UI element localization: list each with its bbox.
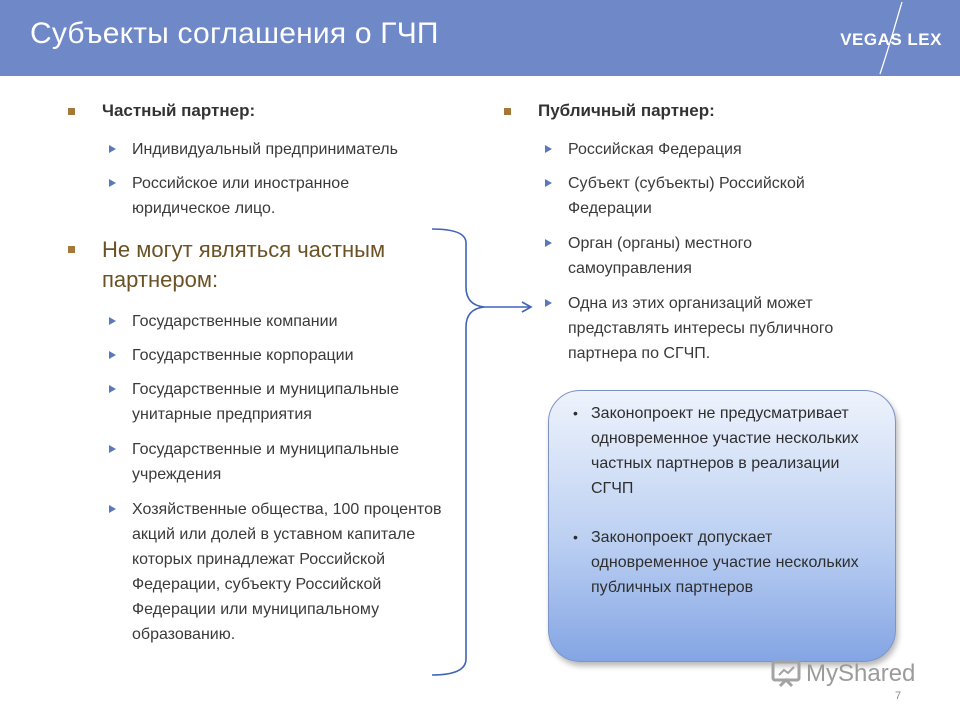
private-partner-heading: Частный партнер:: [66, 100, 466, 122]
private-partner-list: [66, 137, 466, 221]
list-item: • Законопроект допускает одновременное участие нескольких публичных партнеров: [573, 525, 871, 600]
cannot-be-heading: Не могут являться частным партнером:: [66, 235, 402, 295]
triangle-bullet-icon: [545, 145, 552, 153]
list-item: Орган (органы) местного самоуправления: [502, 231, 808, 281]
presentation-icon: [770, 656, 804, 690]
cannot-be-list: [66, 309, 466, 647]
list-item: Государственные и муниципальные унитарные предприятия: [66, 377, 462, 427]
triangle-bullet-icon: [109, 317, 116, 325]
public-partner-heading: Публичный партнер:: [502, 100, 902, 122]
bullet-dot-icon: •: [573, 529, 578, 545]
page-number: 7: [895, 690, 902, 702]
list-item: • Законопроект не предусматривает одновременное участие нескольких частных партнеров в реализации СГЧП: [573, 401, 871, 501]
square-bullet-icon: [504, 108, 511, 115]
slide-header: [0, 0, 960, 76]
list-item: Одна из этих организаций может представлять интересы публичного партнера по СГЧП.: [502, 291, 898, 366]
list-item: Государственные и муниципальные учреждения: [66, 437, 462, 487]
square-bullet-icon: [68, 246, 75, 253]
watermark: MyShared: [806, 660, 916, 687]
left-column: [66, 100, 466, 647]
triangle-bullet-icon: [109, 445, 116, 453]
callout-box: [548, 390, 896, 662]
triangle-bullet-icon: [109, 179, 116, 187]
list-item: Российская Федерация: [502, 137, 902, 162]
public-partner-list: [502, 137, 902, 366]
company-logo: VEGAS LEX: [840, 30, 942, 49]
list-item: Российское или иностранное юридическое лицо.: [66, 171, 412, 221]
triangle-bullet-icon: [545, 239, 552, 247]
triangle-bullet-icon: [109, 505, 116, 513]
list-item: Индивидуальный предприниматель: [66, 137, 466, 162]
list-item: Государственные корпорации: [66, 343, 466, 368]
triangle-bullet-icon: [109, 145, 116, 153]
list-item: Государственные компании: [66, 309, 466, 334]
bullet-dot-icon: •: [573, 405, 578, 421]
triangle-bullet-icon: [545, 179, 552, 187]
square-bullet-icon: [68, 108, 75, 115]
list-item: Хозяйственные общества, 100 процентов акций или долей в уставном капитале которых принадлежат Российской Федерации, субъекту Российской Федерации или муниципальному образованию.: [66, 497, 452, 647]
triangle-bullet-icon: [545, 299, 552, 307]
list-item: Субъект (субъекты) Российской Федерации: [502, 171, 838, 221]
right-column: [502, 100, 902, 366]
triangle-bullet-icon: [109, 351, 116, 359]
callout-list: [573, 401, 875, 600]
triangle-bullet-icon: [109, 385, 116, 393]
slide-title: Субъекты соглашения о ГЧП: [30, 17, 439, 50]
